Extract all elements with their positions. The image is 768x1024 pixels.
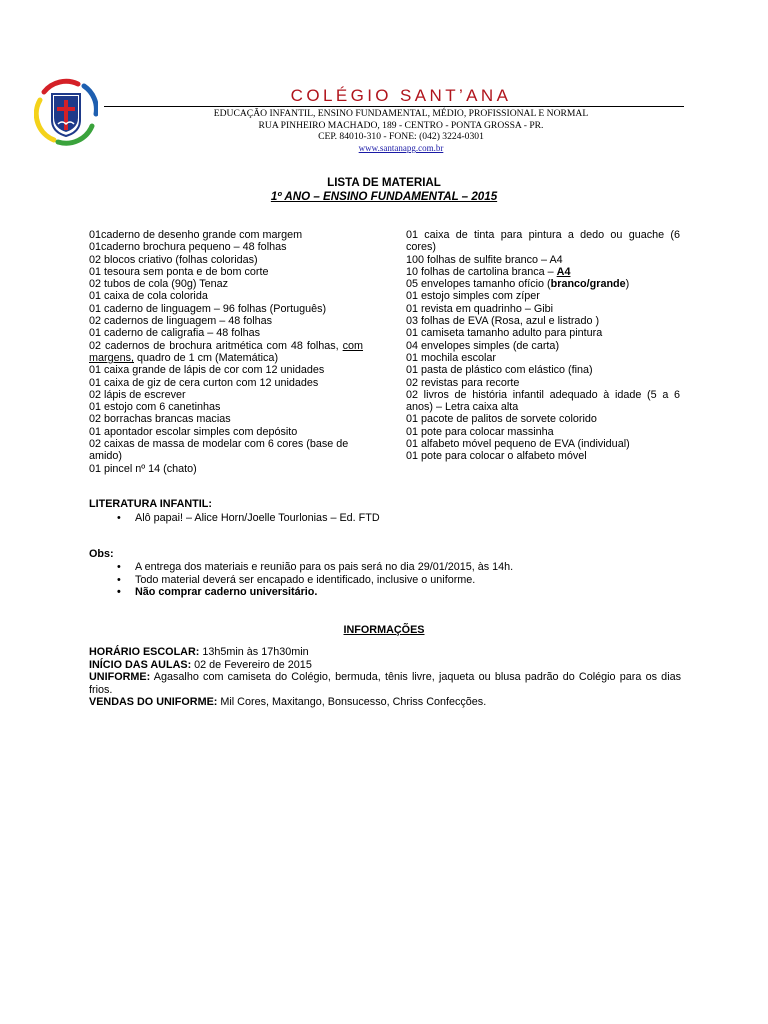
list-item: 01 mochila escolar (406, 351, 497, 364)
info-label: INÍCIO DAS AULAS: (89, 658, 192, 671)
list-item: 02 lápis de escrever (89, 388, 186, 401)
list-item: 02 blocos criativo (folhas coloridas) (89, 253, 258, 266)
list-item: 01 pote para colocar massinha (406, 425, 554, 438)
list-item: 01 caixa de cola colorida (89, 290, 208, 303)
literature-heading: LITERATURA INFANTIL: (89, 498, 212, 510)
list-item-text: 02 cadernos de brochura aritmética com 48 folhas, (89, 339, 339, 352)
header-contact: CEP. 84010-310 - FONE: (042) 3224-0301 (318, 131, 484, 142)
list-item: 01 tesoura sem ponta e de bom corte (89, 265, 269, 278)
list-item: 02 tubos de cola (90g) Tenaz (89, 278, 229, 291)
list-item (117, 586, 513, 599)
bullet-icon: • (117, 573, 121, 586)
list-item (117, 561, 513, 574)
website-link[interactable]: www.santanapg.com.br (358, 143, 444, 153)
list-item (89, 340, 363, 365)
list-item: 01 apontador escolar simples com depósito (89, 425, 298, 438)
obs-item: Todo material deverá ser encapado e identificado, inclusive o uniforme. (135, 573, 476, 586)
obs-item: A entrega dos materiais e reunião para os pais será no dia 29/01/2015, às 14h. (135, 561, 514, 573)
info-uniform-sales (89, 696, 681, 709)
list-item: 02 cadernos de linguagem – 48 folhas (89, 315, 273, 328)
list-item (117, 574, 513, 587)
list-item: 02 caixas de massa de modelar com 6 cores (base de amido) (89, 438, 349, 463)
list-item: 02 revistas para recorte (406, 376, 520, 389)
info-uniform (89, 671, 681, 696)
list-item-emphasis: branco/grande (550, 278, 626, 291)
list-item: 01 pincel nº 14 (chato) (89, 462, 197, 475)
list-item: 01 revista em quadrinho – Gibi (406, 302, 554, 315)
list-item: 01 camiseta tamanho adulto para pintura (406, 327, 603, 340)
school-name: COLÉGIO SANT’ANA (290, 86, 512, 105)
obs-heading: Obs: (89, 548, 114, 560)
list-item: 01 pote para colocar o alfabeto móvel (406, 450, 587, 463)
list-item: 03 folhas de EVA (Rosa, azul e listrado ) (406, 315, 600, 328)
obs-item-bold: Não comprar caderno universitário. (135, 586, 318, 598)
list-item: 01 caderno de linguagem – 96 folhas (Português) (89, 302, 327, 315)
info-block (89, 646, 681, 709)
list-item (406, 266, 680, 278)
list-item: 04 envelopes simples (de carta) (406, 339, 560, 352)
info-label: UNIFORME: (89, 671, 151, 683)
list-item-text: quadro de 1 cm (Matemática) (134, 351, 279, 364)
header-address: RUA PINHEIRO MACHADO, 189 - CENTRO - PONTA GROSSA - PR. (258, 120, 544, 131)
list-item: 01 caixa grande de lápis de cor com 12 unidades (89, 364, 325, 377)
list-item-emphasis: A4 (556, 265, 571, 278)
header-education-levels: EDUCAÇÃO INFANTIL, ENSINO FUNDAMENTAL, MÉDIO, PROFISSIONAL E NORMAL (213, 108, 589, 119)
header-website-row (120, 142, 682, 154)
list-item-text: 05 envelopes tamanho ofício ( (406, 278, 551, 291)
list-item: 01 caixa de tinta para pintura a dedo ou guache (6 cores) (406, 229, 680, 254)
bullet-icon: • (117, 561, 121, 573)
literature-list (117, 512, 380, 525)
list-item: 02 livros de história infantil adequado à idade (5 a 6 anos) – Letra caixa alta (406, 388, 680, 414)
list-item: 01 caixa de giz de cera curton com 12 unidades (89, 376, 319, 389)
info-label: HORÁRIO ESCOLAR: (89, 646, 200, 658)
list-item: 01 estojo com 6 canetinhas (89, 401, 221, 414)
bullet-icon: • (117, 512, 121, 524)
list-title: LISTA DE MATERIAL (327, 176, 441, 189)
list-item: 01 pasta de plástico com elástico (fina) (406, 364, 593, 377)
obs-list (117, 561, 513, 599)
info-schedule (89, 646, 681, 659)
info-label: VENDAS DO UNIFORME: (89, 696, 218, 708)
info-value: 13h5min às 17h30min (199, 646, 309, 658)
material-list-right (406, 229, 680, 463)
bullet-icon: • (117, 586, 121, 598)
header-divider (104, 106, 684, 107)
info-start (89, 659, 681, 672)
list-item-underlined: com margens, (89, 339, 364, 364)
info-value: Mil Cores, Maxitango, Bonsucesso, Chriss Confecções. (217, 696, 487, 708)
list-item: 01caderno de desenho grande com margem (89, 229, 303, 241)
list-item-text: ) (625, 278, 630, 291)
list-item (117, 512, 380, 525)
list-item-text: 10 folhas de cartolina branca – (406, 265, 557, 278)
list-item: 01caderno brochura pequeno – 48 folhas (89, 241, 287, 254)
list-item: 01 caderno de caligrafia – 48 folhas (89, 327, 261, 340)
list-item (406, 278, 680, 290)
info-value: Agasalho com camiseta do Colégio, bermuda, tênis livre, jaqueta ou blusa padrão do Colégio para os dias frios. (89, 671, 681, 696)
list-item: 01 estojo simples com zíper (406, 290, 540, 303)
list-subtitle: 1º ANO – ENSINO FUNDAMENTAL – 2015 (270, 190, 498, 203)
list-item: 01 alfabeto móvel pequeno de EVA (individual) (406, 438, 630, 451)
list-item: 01 pacote de palitos de sorvete colorido (406, 413, 597, 426)
school-logo (34, 78, 98, 148)
literature-item: Alô papai! – Alice Horn/Joelle Tourlonias – Ed. FTD (135, 512, 380, 524)
info-value: 02 de Fevereiro de 2015 (191, 658, 312, 671)
list-item: 100 folhas de sulfite branco – A4 (406, 253, 563, 266)
list-item: 02 borrachas brancas macias (89, 413, 231, 426)
material-list-left (89, 229, 363, 475)
info-title: INFORMAÇÕES (343, 624, 425, 636)
